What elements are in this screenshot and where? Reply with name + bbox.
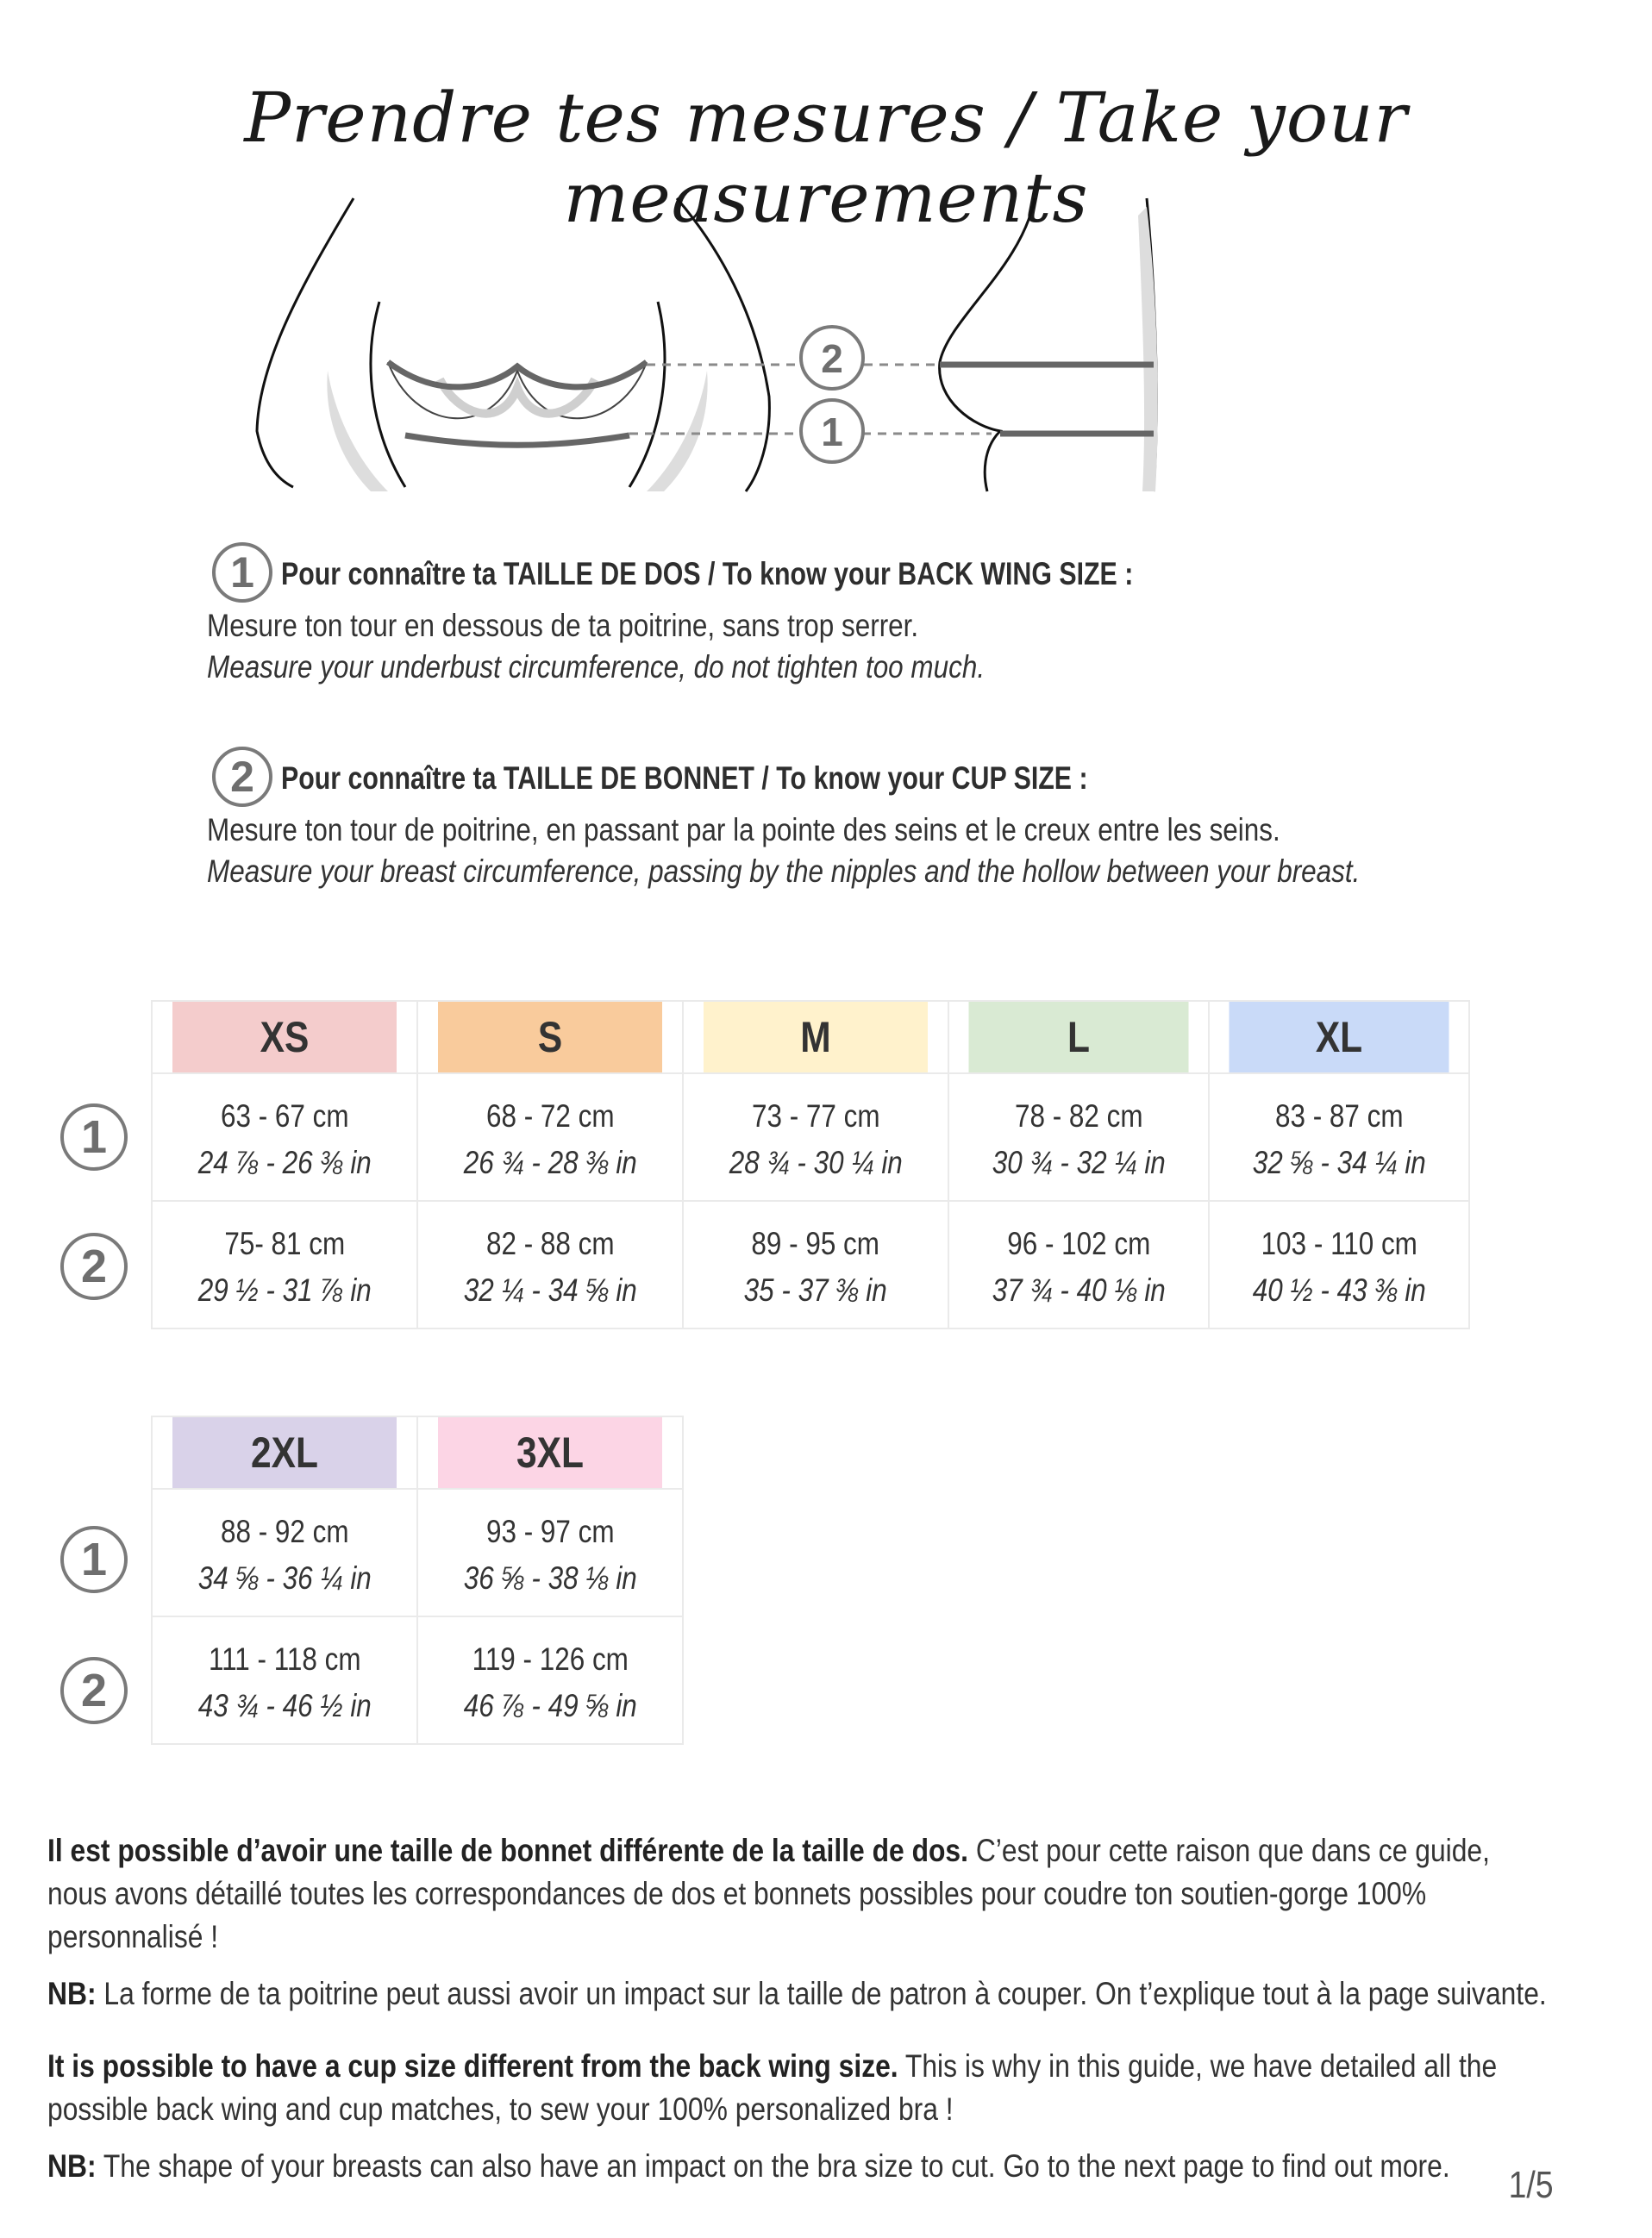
note-fr-text: C’est pour cette raison que dans ce guide, nous avons détaillé toutes les correspondances de dos et bonnets possibles pour coudre ton soutien-gorge 100% personnalisé ! — [47, 1833, 1490, 1954]
note-en-bold: It is possible to have a cup size different from the back wing size. — [47, 2048, 898, 2084]
cell-in: 32 ¼ - 34 ⅝ in — [463, 1272, 637, 1308]
cell-s-row2 — [417, 1201, 683, 1328]
size-header-2xl: 2XL — [172, 1416, 397, 1489]
table1-row-backwing — [152, 1073, 1469, 1201]
front-left-shading — [327, 371, 388, 491]
cell-in: 43 ¾ - 46 ½ in — [197, 1688, 372, 1723]
cell-cm: 119 - 126 cm — [472, 1641, 629, 1677]
table1-row1-marker: 1 — [60, 1103, 128, 1171]
cell-cm: 83 - 87 cm — [1274, 1098, 1404, 1134]
table2-row-backwing — [152, 1489, 683, 1616]
front-right-shading — [647, 371, 708, 491]
instruction-1-en: Measure your underbust circumference, do not tighten too much. — [207, 649, 986, 685]
table1-header-row — [152, 1001, 1469, 1073]
cell-xl-row1 — [1209, 1073, 1469, 1201]
cell-xs-row1 — [152, 1073, 417, 1201]
front-left-body-line — [371, 302, 405, 487]
note-en-nb — [47, 2145, 1553, 2188]
note-fr-nb-label: NB: — [47, 1976, 97, 2011]
front-left-arm-outline — [257, 198, 354, 487]
cell-m-row2 — [683, 1201, 948, 1328]
note-en-nb-label: NB: — [47, 2148, 97, 2184]
note-en-main — [47, 2045, 1553, 2131]
instruction-1-heading: Pour connaître ta TAILLE DE DOS / To know your BACK WING SIZE : — [281, 556, 1134, 591]
note-fr-nb — [47, 1972, 1553, 2016]
cell-cm: 111 - 118 cm — [208, 1641, 361, 1677]
marker-2-label: 2 — [821, 336, 843, 381]
cell-3xl-row1 — [417, 1489, 683, 1616]
cell-in: 28 ¾ - 30 ¼ in — [729, 1145, 903, 1180]
instruction-1-fr: Mesure ton tour en dessous de ta poitrine, sans trop serrer. — [207, 608, 919, 643]
instruction-2-heading: Pour connaître ta TAILLE DE BONNET / To know your CUP SIZE : — [281, 760, 1088, 796]
cell-xs-row2 — [152, 1201, 417, 1328]
cell-cm: 89 - 95 cm — [751, 1226, 880, 1261]
size-header-l: L — [968, 1001, 1190, 1073]
instruction-1-number: 1 — [212, 542, 272, 603]
note-en-text: This is why in this guide, we have detailed all the possible back wing and cup matches, to sew your 100% personalized bra ! — [47, 2048, 1498, 2127]
size-table-1 — [151, 1000, 1470, 1329]
table2-row2-marker: 2 — [60, 1657, 128, 1724]
cell-3xl-row2 — [417, 1616, 683, 1744]
instruction-2-fr: Mesure ton tour de poitrine, en passant par la pointe des seins et le creux entre les seins. — [207, 812, 1280, 847]
table2-header-row — [152, 1416, 683, 1489]
cell-cm: 93 - 97 cm — [485, 1514, 615, 1549]
cell-in: 36 ⅝ - 38 ⅛ in — [463, 1560, 637, 1596]
cell-l-row1 — [948, 1073, 1209, 1201]
size-header-m: M — [703, 1001, 929, 1073]
note-fr-bold: Il est possible d’avoir une taille de bonnet différente de la taille de dos. — [47, 1833, 968, 1868]
cell-s-row1 — [417, 1073, 683, 1201]
cell-cm: 63 - 67 cm — [220, 1098, 349, 1134]
note-fr-nb-text: La forme de ta poitrine peut aussi avoir un impact sur la taille de patron à couper. On t’explique tout à la page suivante. — [96, 1976, 1547, 2011]
page-title: Prendre tes mesures / Take your measurements — [244, 78, 1408, 238]
note-fr-main — [47, 1829, 1553, 1959]
cell-l-row2 — [948, 1201, 1209, 1328]
cell-xl-row2 — [1209, 1201, 1469, 1328]
cell-cm: 88 - 92 cm — [220, 1514, 349, 1549]
cell-cm: 78 - 82 cm — [1014, 1098, 1143, 1134]
instruction-2-en: Measure your breast circumference, passing by the nipples and the hollow between your breast. — [207, 853, 1361, 889]
cell-cm: 73 - 77 cm — [751, 1098, 880, 1134]
cell-2xl-row1 — [152, 1489, 417, 1616]
table2-row-cup — [152, 1616, 683, 1744]
cell-in: 37 ¾ - 40 ⅛ in — [992, 1272, 1166, 1308]
note-en-nb-text: The shape of your breasts can also have an impact on the bra size to cut. Go to the next page to find out more. — [96, 2148, 1450, 2184]
size-header-xl: XL — [1229, 1001, 1450, 1073]
size-header-s: S — [437, 1001, 663, 1073]
cell-cm: 103 - 110 cm — [1261, 1226, 1417, 1261]
cell-in: 34 ⅝ - 36 ¼ in — [197, 1560, 372, 1596]
cell-in: 40 ½ - 43 ⅜ in — [1252, 1272, 1426, 1308]
side-figure-shading — [1138, 207, 1158, 491]
table1-row2-marker: 2 — [60, 1233, 128, 1300]
table1-row-cup — [152, 1201, 1469, 1328]
size-header-3xl: 3XL — [437, 1416, 663, 1489]
measurement-illustration — [241, 190, 1190, 500]
page-number: 1/5 — [1508, 2164, 1554, 2206]
marker-1-label: 1 — [821, 409, 843, 454]
cell-cm: 96 - 102 cm — [1006, 1226, 1151, 1261]
cell-in: 35 - 37 ⅜ in — [743, 1272, 888, 1308]
table2-row1-marker: 1 — [60, 1526, 128, 1593]
cell-in: 30 ¾ - 32 ¼ in — [992, 1145, 1166, 1180]
cell-cm: 75- 81 cm — [224, 1226, 345, 1261]
cell-2xl-row2 — [152, 1616, 417, 1744]
cell-in: 46 ⅞ - 49 ⅝ in — [463, 1688, 637, 1723]
note-en — [47, 2045, 1556, 2188]
cell-cm: 82 - 88 cm — [485, 1226, 615, 1261]
cell-in: 26 ¾ - 28 ⅜ in — [463, 1145, 637, 1180]
cell-m-row1 — [683, 1073, 948, 1201]
cell-in: 29 ½ - 31 ⅞ in — [197, 1272, 372, 1308]
cell-in: 32 ⅝ - 34 ¼ in — [1252, 1145, 1426, 1180]
note-fr — [47, 1829, 1556, 2016]
front-right-body-line — [629, 302, 665, 487]
size-header-xs: XS — [172, 1001, 397, 1073]
size-table-2 — [151, 1416, 684, 1745]
cell-in: 24 ⅞ - 26 ⅜ in — [197, 1145, 372, 1180]
cell-cm: 68 - 72 cm — [485, 1098, 615, 1134]
side-figure-front — [940, 198, 1035, 491]
instruction-2-number: 2 — [212, 747, 272, 807]
front-band-1 — [405, 435, 629, 445]
